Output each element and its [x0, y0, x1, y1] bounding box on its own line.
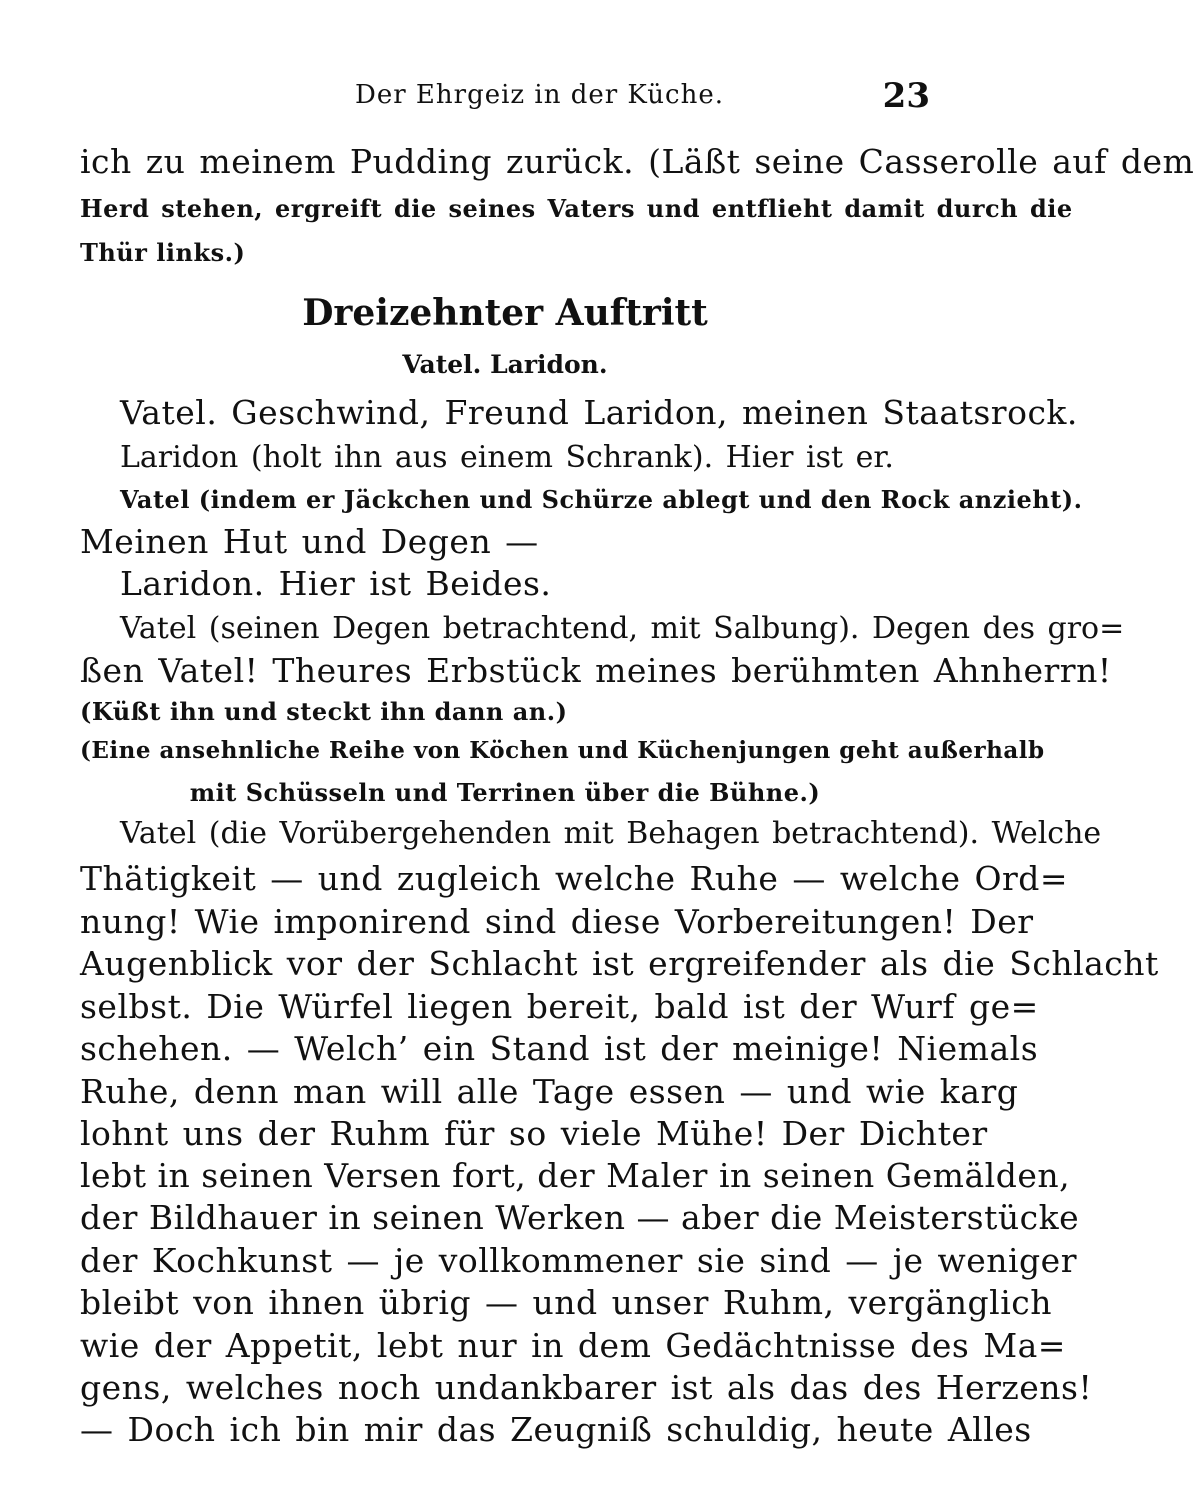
dialogue-line: nung! Wie imponirend sind diese Vorbereitungen! Der [80, 902, 1034, 941]
dialogue-line: bleibt von ihnen übrig — und unser Ruhm, vergänglich [80, 1283, 1052, 1322]
dialogue-line: schehen. — Welch’ ein Stand ist der meinige! Niemals [80, 1029, 1039, 1068]
dialogue-line: — Doch ich bin mir das Zeugniß schuldig, heute Alles [80, 1410, 1032, 1449]
dialogue-line: der Bildhauer in seinen Werken — aber die Meisterstücke [80, 1198, 1080, 1237]
dialogue-line: lebt in seinen Versen fort, der Maler in seinen Gemälden, [80, 1156, 1071, 1195]
dialogue-line: Vatel (seinen Degen betrachtend, mit Salbung). Degen des gro= [120, 611, 1125, 646]
dialogue-line: Augenblick vor der Schlacht ist ergreifender als die Schlacht [80, 944, 1159, 983]
stage-direction-line: Herd stehen, ergreift die seines Vaters und entflieht damit durch die [80, 194, 1073, 223]
dialogue-line: Laridon (holt ihn aus einem Schrank). Hier ist er. [120, 440, 894, 475]
dialogue-line: selbst. Die Würfel liegen bereit, bald ist der Wurf ge= [80, 987, 1039, 1026]
dialogue-line: der Kochkunst — je vollkommener sie sind — je weniger [80, 1241, 1077, 1280]
dialogue-line: Thätigkeit — und zugleich welche Ruhe — welche Ord= [80, 859, 1069, 898]
dialogue-line: Meinen Hut und Degen — [80, 522, 539, 561]
dialogue-line: wie der Appetit, lebt nur in dem Gedächtnisse des Ma= [80, 1326, 1066, 1365]
stage-direction-line: (Küßt ihn und steckt ihn dann an.) [80, 697, 568, 726]
dialogue-line: Vatel (die Vorübergehenden mit Behagen betrachtend). Welche [120, 816, 1102, 851]
page-number: 23 [882, 76, 930, 116]
running-title: Der Ehrgeiz in der Küche. [355, 80, 724, 110]
stage-direction-line: mit Schüsseln und Terrinen über die Bühne.) [189, 778, 821, 807]
scene-characters: Vatel. Laridon. [402, 350, 608, 379]
dialogue-line: gens, welches noch undankbarer ist als das des Herzens! [80, 1368, 1093, 1407]
dialogue-line: ßen Vatel! Theures Erbstück meines berühmten Ahnherrn! [80, 651, 1112, 690]
stage-direction-line: Thür links.) [80, 238, 246, 267]
dialogue-line: lohnt uns der Ruhm für so viele Mühe! Der Dichter [80, 1114, 988, 1153]
dialogue-line: Vatel. Geschwind, Freund Laridon, meinen Staatsrock. [120, 393, 1078, 432]
stage-direction-line: (Eine ansehnliche Reihe von Köchen und Küchenjungen geht außerhalb [80, 737, 1045, 764]
dialogue-line: Ruhe, denn man will alle Tage essen — und wie karg [80, 1072, 1019, 1111]
dialogue-line: Laridon. Hier ist Beides. [120, 564, 552, 603]
dialogue-line: Vatel (indem er Jäckchen und Schürze ablegt und den Rock anzieht). [120, 485, 1083, 514]
text-line: ich zu meinem Pudding zurück. (Läßt seine Casserolle auf dem [80, 142, 1194, 181]
page-header [80, 76, 930, 120]
scene-heading: Dreizehnter Auftritt [302, 292, 708, 334]
